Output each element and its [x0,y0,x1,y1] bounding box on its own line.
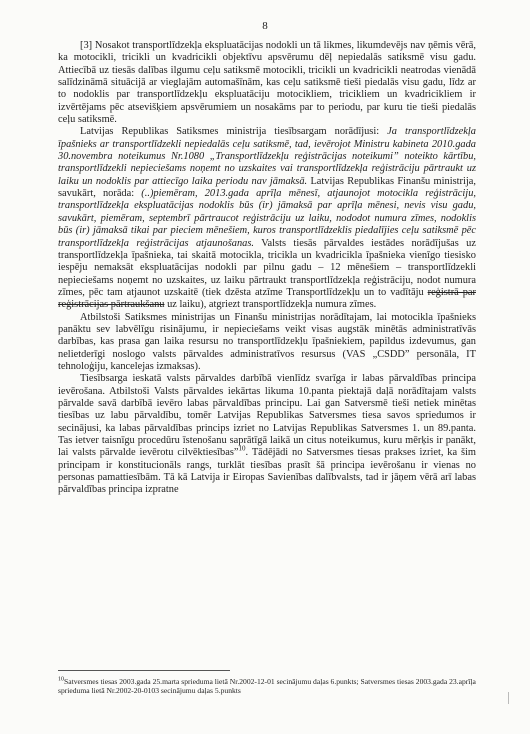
paragraph-administrative-burden: Atbilstoši Satiksmes ministrijas un Finanšu ministrijas norādītajam, lai motocikla īpašnieks panāktu sev labvēlīgu risinājumu, ir nepieciešams veikt visas augstāk minētās administratīvās darbības, kas prasa gan laika resursu no transportlīdzekļu īpašniekiem, papildus izdevumus, gan nelietderīgi noslogo valsts pārvaldes administratīvos resursus (VAS „CSDD” personāla, IT tehnoloģiju, kancelejas izmaksas). [58,311,476,372]
footnote-divider [58,670,230,671]
transport-ministry-quote: Ja transportlīdzekļa īpašnieks ar transportlīdzekli nepiedalās ceļu satiksmē, tad, ievērojot Ministru kabineta 2010.gada 30.novembra noteikumus Nr.1080 „Transportlīdzekļu reģistrācijas noteikumi” noteikto kārtību, transportlīdzekli nepieciešams noņemt no uzskaites vai transportlīdzekļa reģistrāciju pārtraukt uz laiku un nodoklis par attiecīgo laika periodu nav jāmaksā. [58,126,476,187]
footnote-text: Satversmes tiesas 2003.gada 25.marta sprieduma lietā Nr.2002-12-01 secinājumu daļas 6.punkts; Satversmes tiesas 2003.gada 23.aprīļa sprieduma lietā Nr.2002-20-0103 secinājumu daļas 5.punkts [58,677,476,696]
good-governance-text-b: . Tādējādi no Satversmes tiesas prakses izriet, ka šim principam ir konstitucionāls rangs, turklāt tiesības prasīt šā principa ievērošanu ir vienas no personas pamattiesībām. Tā kā Latvija ir Eiropas Savienības dalībvalsts, tad ir jāņem vērā arī labas pārvaldības principa izpratne [58,447,476,496]
good-governance-text-a: Tiesībsarga ieskatā valsts pārvaldes darbībā vienlīdz svarīga ir labas pārvaldības principa ievērošana. Atbilstoši Valsts pārvaldes iekārtas likuma 10.panta piektajā daļā norādītajam valsts pārvalde savā darbībā ievēro labas pārvaldības principu. Lai gan Satversmē tieši netiek minētas tiesības uz labu pārvaldību, tomēr Latvijas Republikas Satversmes tiesa savos spriedumos ir secinājusi, ka labas pārvaldības princips izriet no Latvijas Republikas Satversmes 1. un 89.panta. Tas ietver taisnīgu procedūru īstenošanu saprātīgā laikā un citus noteikumus, kuru mērķis ir panākt, lai valsts pārvalde ievērotu cilvēktiesības” [58,373,476,459]
margin-mark [508,692,513,704]
finance-ministry-quote: (..)piemēram, 2013.gada aprīļa mēnesī, atjaunojot motocikla reģistrāciju, transportlīdzekļa ekspluatācijas nodoklis būs (ir) jāmaksā par aprīļa mēnesi, nevis visu gadu, savukārt, piemēram, septembrī pārtraucot reģistrāciju uz laiku, nododot numura zīmes, nodoklis būs (ir) jāmaksā tikai par pieciem mēnešiem, kuros transportlīdzeklis piedalījies ceļu satiksmē pēc transportlīdzekļa reģistrācijas atjaunošanas. [58,188,476,249]
document-body [58,40,476,497]
paragraph-good-governance [58,373,476,496]
page-number: 8 [262,20,268,32]
paragraph-ministry-positions [58,126,476,311]
ministry-intro-text: Latvijas Republikas Satiksmes ministrija tiesībsargam norādījusi: [80,126,388,138]
ministry-paragraph-end: uz laiku), atgriezt transportlīdzekļa numura zīmes. [164,299,377,311]
state-institutions-text: Valsts tiesās pārvaldes iestādes norādījušas uz transportlīdzekļa īpašnieka, tai skaitā motocikla, tricikla un kvadricikla īpašnieka vienīgo tiesisko iespēju nemaksāt ekspluatācijas nodokli par pilnu gadu – 12 mēnešiem – transportlīdzekli nepieciešams noņemt no uzskaites, uz laiku pārtraukt transportlīdzekļa reģistrāciju, nodot numura zīmes, pēc tam atjaunot uzskaitē (tiek dzēsta atzīme Transportlīdzekļu un to vadītāju [58,237,476,298]
paragraph-3: [3] Nosakot transportlīdzekļa ekspluatācijas nodokli un tā likmes, likumdevējs nav ņēmis vērā, ka motocikli, tricikli un kvadricikli objektīvu apsvērumu dēļ nepiedalās satiksmē visu gadu. Attiecībā uz tiesās dalības ilgumu ceļu satiksmē motocikli, tricikli un kvadricikli neatrodas vienādā salīdzināmā situācijā ar vieglajām automašīnām, kas ceļu satiksmē tieši piedalās visu gadu, līdz ar to nodoklis par transportlīdzekļu ekspluatāciju motocikliem, tricikliem un kvadricikliem ir izvērtējams pēc atsevišķiem apsvērumiem un nosakāms par to periodu, par kuru tie tieši piedalās ceļu satiksmē. [58,40,476,126]
footnote-number: 10 [58,676,64,683]
finance-ministry-intro-text: Latvijas Republikas Finanšu ministrija, savukārt, norāda: [58,175,476,200]
footnote [58,677,476,696]
footnote-reference[interactable]: 10 [238,444,246,453]
struck-through-text: reģistrā par reģistrācijas pārtraukšanu [58,286,476,311]
